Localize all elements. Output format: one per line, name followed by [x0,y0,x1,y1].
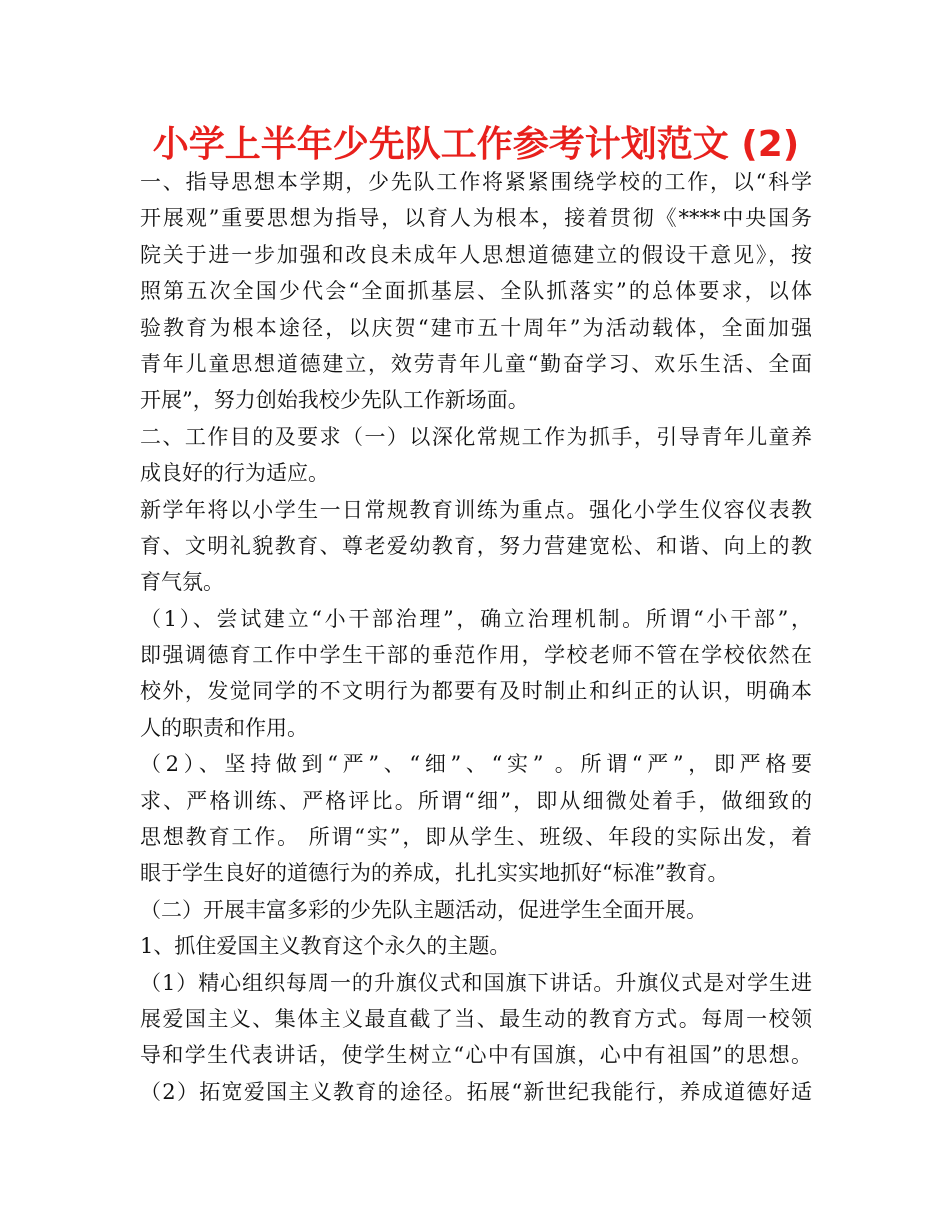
document-body [140,164,812,1110]
document-line: 一、指导思想本学期，少先队工作将紧紧围绕学校的工作，以“科学 [140,170,812,194]
document-line: 育气氛。 [140,570,224,595]
document-line: 成良好的行为适应。 [140,461,329,486]
document-line: 1、抓住爱国主义教育这个永久的主题。 [140,934,511,959]
document-line: 育、文明礼貌教育、尊老爱幼教育，努力营建宽松、和谐、向上的教 [140,533,812,558]
document-line: 开展观”重要思想为指导，以育人为根本，接着贯彻《****中央国务 [140,206,812,231]
document-line: （二）开展丰富多彩的少先队主题活动，促进学生全面开展。 [140,897,707,922]
document-line: 验教育为根本途径，以庆贺“建市五十周年”为活动载体，全面加强 [140,315,812,340]
document-line: 即强调德育工作中学生干部的垂范作用，学校老师不管在学校依然在 [140,643,812,668]
document-line: 二、工作目的及要求（一）以深化常规工作为抓手，引导青年儿童养 [140,424,812,449]
document-line: （1）精心组织每周一的升旗仪式和国旗下讲话。升旗仪式是对学生进 [140,970,812,995]
document-line: 导和学生代表讲话，使学生树立“心中有国旗，心中有祖国”的思想。 [140,1043,812,1068]
document-line: 眼于学生良好的道德行为的养成，扎扎实实地抓好“标准”教育。 [140,861,729,886]
document-line: 思想教育工作。 所谓“实”，即从学生、班级、年段的实际出发，着 [140,825,812,850]
document-line: 校外，发觉同学的不文明行为都要有及时制止和纠正的认识，明确本 [140,679,812,704]
document-line: 人的职责和作用。 [140,715,308,740]
document-line: （1）、尝试建立“小干部治理”，确立治理机制。所谓“小干部”， [140,606,812,631]
document-line: （2）拓宽爱国主义教育的途径。拓展“新世纪我能行，养成道德好适 [140,1079,812,1104]
document-line: 院关于进一步加强和改良未成年人思想道德建立的假设干意见》，按 [140,242,812,267]
document-line: 青年儿童思想道德建立，效劳青年儿童“勤奋学习、欢乐生活、全面 [140,351,812,376]
document-title: 小学上半年少先队工作参考计划范文 (2) [152,124,800,165]
document-line: 照第五次全国少代会“全面抓基层、全队抓落实”的总体要求，以体 [140,279,812,304]
document-line: 展爱国主义、集体主义最直截了当、最生动的教育方式。每周一校领 [140,1006,812,1031]
document-line: 求、严格训练、严格评比。所谓“细”，即从细微处着手，做细致的 [140,788,812,813]
document-line: （2）、坚持做到“严”、“细”、“实” 。所谓“严”，即严格要 [140,752,812,777]
document-line: 开展”，努力创始我校少先队工作新场面。 [140,388,529,413]
document-line: 新学年将以小学生一日常规教育训练为重点。强化小学生仪容仪表教 [140,497,812,522]
